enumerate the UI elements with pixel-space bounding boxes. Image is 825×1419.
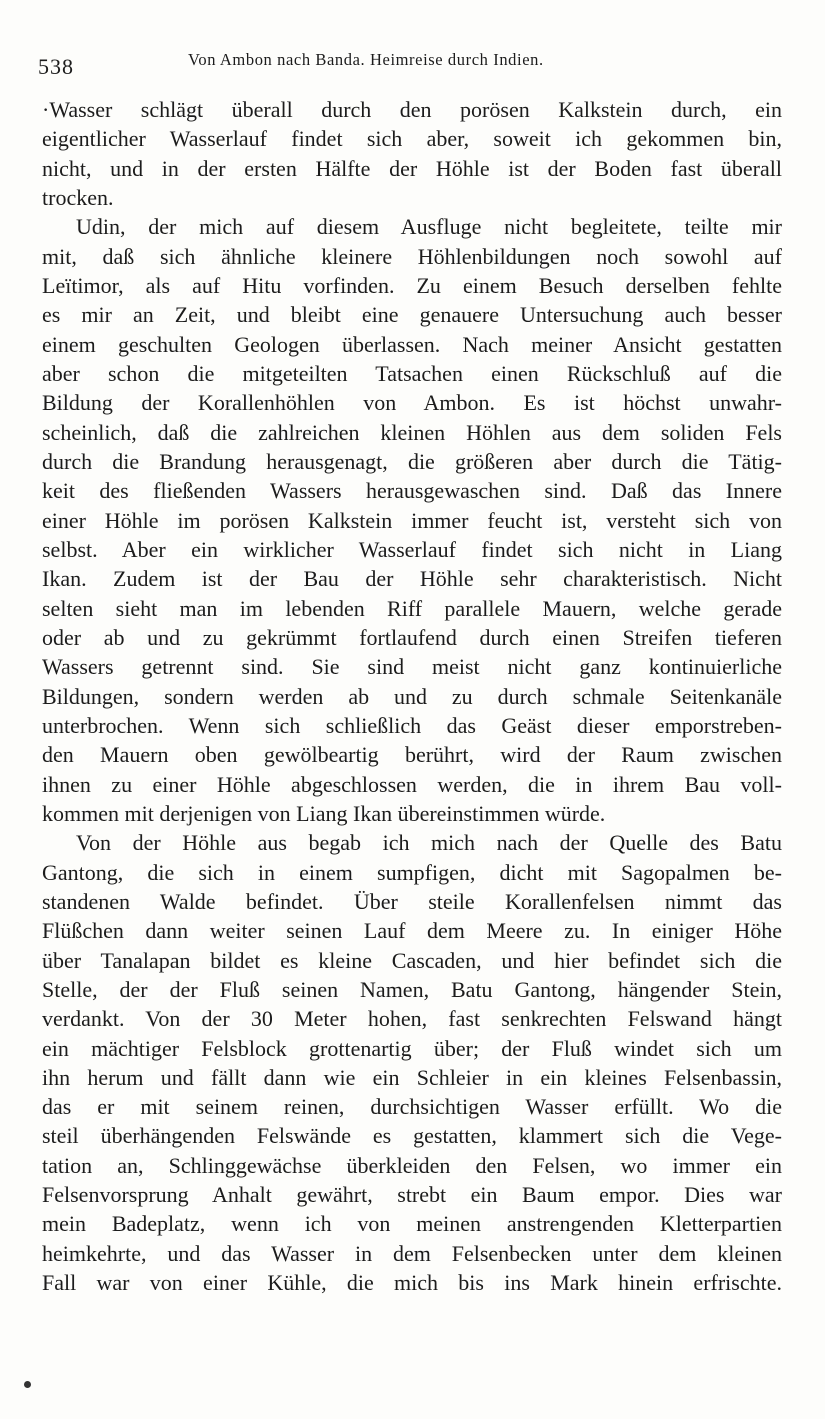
text-line: oder ab und zu gekrümmt fortlaufend durch einen Streifen tieferen: [42, 624, 782, 650]
text-line: selbst. Aber ein wirklicher Wasserlauf findet sich nicht in Liang: [42, 536, 782, 562]
text-line: Felsenvorsprung Anhalt gewährt, strebt ein Baum empor. Dies war: [42, 1182, 782, 1208]
text-line: durch die Brandung herausgenagt, die größeren aber durch die Tätig-: [42, 448, 782, 474]
text-line: Leïtimor, als auf Hitu vorfinden. Zu einem Besuch derselben fehlte: [42, 272, 782, 298]
text-line: selten sieht man im lebenden Riff parallele Mauern, welche gerade: [42, 595, 782, 621]
text-line: scheinlich, daß die zahlreichen kleinen Höhlen aus dem soliden Fels: [42, 419, 782, 445]
text-line: ihn herum und fällt dann wie ein Schleier in ein kleines Felsenbassin,: [42, 1064, 782, 1090]
text-line: Stelle, der der Fluß seinen Namen, Batu Gantong, hängender Stein,: [42, 976, 782, 1002]
text-line: ihnen zu einer Höhle abgeschlossen werden, die in ihrem Bau voll-: [42, 771, 782, 797]
text-line: über Tanalapan bildet es kleine Cascaden, und hier befindet sich die: [42, 947, 782, 973]
running-head: Von Ambon nach Banda. Heimreise durch Indien.: [188, 50, 544, 69]
text-line: das er mit seinem reinen, durchsichtigen Wasser erfüllt. Wo die: [42, 1094, 782, 1120]
text-line: trocken.: [42, 184, 114, 210]
ink-speck: [24, 1381, 31, 1388]
text-line: Ikan. Zudem ist der Bau der Höhle sehr charakteristisch. Nicht: [42, 566, 782, 592]
text-line: Flüßchen dann weiter seinen Lauf dem Meere zu. In einiger Höhe: [42, 918, 782, 944]
text-line: nicht, und in der ersten Hälfte der Höhle ist der Boden fast überall: [42, 155, 782, 181]
text-line: ·Wasser schlägt überall durch den porösen Kalkstein durch, ein: [42, 97, 782, 122]
text-line: Bildung der Korallenhöhlen von Ambon. Es ist höchst unwahr-: [42, 390, 782, 416]
text-line: heimkehrte, und das Wasser in dem Felsenbecken unter dem kleinen: [42, 1240, 782, 1266]
text-line: Bildungen, sondern werden ab und zu durch schmale Seitenkanäle: [42, 683, 782, 709]
text-line: keit des fließenden Wassers herausgewaschen sind. Daß das Innere: [42, 478, 782, 504]
text-line: es mir an Zeit, und bleibt eine genauere Untersuchung auch besser: [42, 302, 782, 328]
text-line: Von der Höhle aus begab ich mich nach der Quelle des Batu: [76, 830, 782, 856]
page-body: [42, 95, 782, 1297]
text-line: den Mauern oben gewölbeartig berührt, wird der Raum zwischen: [42, 742, 782, 768]
text-line: tation an, Schlinggewächse überkleiden den Felsen, wo immer ein: [42, 1152, 782, 1178]
text-line: mit, daß sich ähnliche kleinere Höhlenbildungen noch sowohl auf: [42, 243, 782, 269]
text-line: unterbrochen. Wenn sich schließlich das Geäst dieser emporstreben-: [42, 712, 782, 738]
text-line: verdankt. Von der 30 Meter hohen, fast senkrechten Felswand hängt: [42, 1006, 782, 1032]
text-line: Wassers getrennt sind. Sie sind meist nicht ganz kontinuierliche: [42, 654, 782, 680]
text-line: Udin, der mich auf diesem Ausfluge nicht begleitete, teilte mir: [76, 214, 782, 240]
text-line: Fall war von einer Kühle, die mich bis ins Mark hinein erfrischte.: [42, 1270, 782, 1296]
page-header: [38, 48, 783, 80]
page-number: 538: [38, 54, 74, 79]
text-line: steil überhängenden Felswände es gestatten, klammert sich die Vege-: [42, 1123, 782, 1149]
text-line: Gantong, die sich in einem sumpfigen, dicht mit Sagopalmen be-: [42, 859, 782, 885]
text-line: einer Höhle im porösen Kalkstein immer feucht ist, versteht sich von: [42, 507, 782, 533]
text-line: standenen Walde befindet. Über steile Korallenfelsen nimmt das: [42, 888, 782, 914]
text-line: kommen mit derjenigen von Liang Ikan übereinstimmen würde.: [42, 800, 606, 826]
text-line: eigentlicher Wasserlauf findet sich aber, soweit ich gekommen bin,: [42, 126, 782, 152]
text-line: einem geschulten Geologen überlassen. Nach meiner Ansicht gestatten: [42, 331, 782, 357]
text-line: ein mächtiger Felsblock grottenartig über; der Fluß windet sich um: [42, 1035, 782, 1061]
text-line: mein Badeplatz, wenn ich von meinen anstrengenden Kletterpartien: [42, 1211, 782, 1237]
text-line: aber schon die mitgeteilten Tatsachen einen Rückschluß auf die: [42, 360, 782, 386]
